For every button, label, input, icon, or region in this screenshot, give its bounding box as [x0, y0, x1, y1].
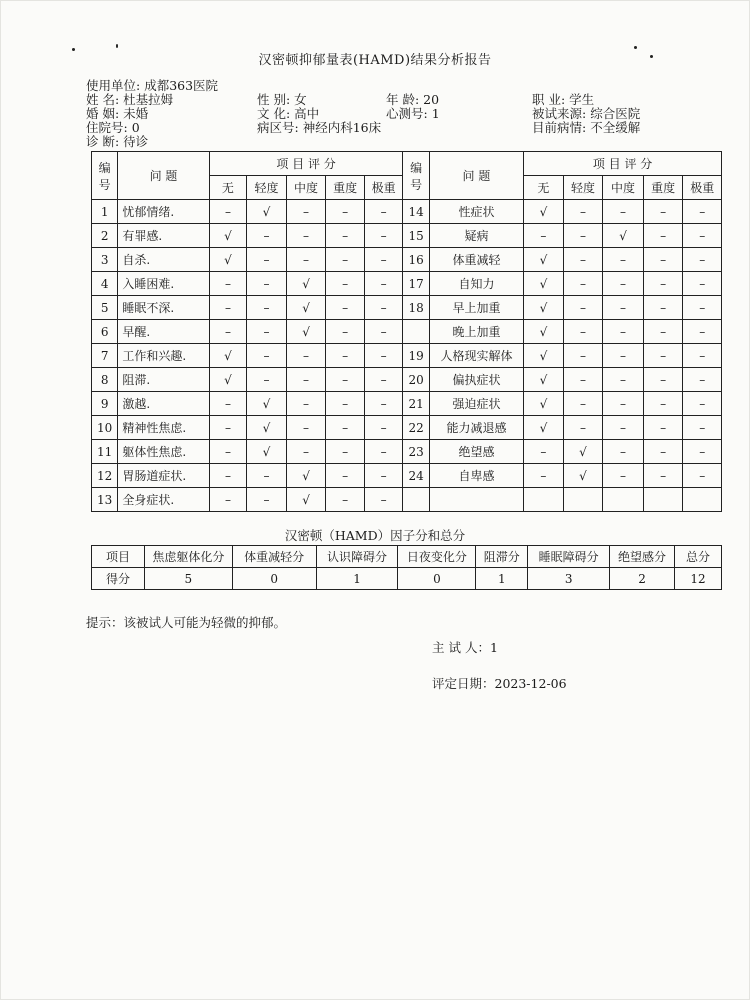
item-name: 阻滞. — [118, 368, 209, 392]
score-dash: – — [286, 224, 326, 248]
evaluation-date: 评定日期：2023-12-06 — [432, 676, 567, 691]
score-check-mark: √ — [524, 296, 564, 320]
score-dash: – — [603, 200, 644, 224]
score-dash: – — [524, 464, 564, 488]
score-dash: – — [247, 320, 287, 344]
score-dash: – — [364, 344, 403, 368]
score-dash: – — [524, 440, 564, 464]
score-dash: – — [643, 416, 683, 440]
factor-value: 0 — [232, 568, 316, 590]
factor-value: 1 — [476, 568, 528, 590]
name-label: 姓 名: — [86, 92, 120, 107]
score-dash: – — [563, 416, 603, 440]
score-dash: – — [643, 224, 683, 248]
score-dash: – — [643, 464, 683, 488]
info-col-1 — [86, 79, 218, 149]
item-name: 疑病 — [429, 224, 523, 248]
level-extreme: 极重 — [364, 176, 403, 200]
score-dash: – — [643, 200, 683, 224]
score-dash: – — [286, 248, 326, 272]
score-dash: – — [563, 272, 603, 296]
level-severe-right: 重度 — [643, 176, 683, 200]
source-value: 综合医院 — [590, 106, 641, 121]
factor-value: 2 — [610, 568, 675, 590]
item-name: 躯体性焦虑. — [118, 440, 209, 464]
score-dash: – — [247, 296, 287, 320]
ward-label: 病区号: — [257, 120, 299, 135]
score-dash: – — [683, 368, 722, 392]
score-dash: – — [209, 464, 247, 488]
score-dash: – — [364, 368, 403, 392]
score-check-mark: √ — [286, 488, 326, 512]
item-number: 2 — [92, 224, 118, 248]
score-dash: – — [643, 344, 683, 368]
score-check-mark: √ — [286, 272, 326, 296]
job-label: 职 业: — [532, 92, 566, 107]
score-dash: – — [643, 440, 683, 464]
score-dash: – — [603, 272, 644, 296]
score-dash: – — [364, 320, 403, 344]
score-dash: – — [643, 248, 683, 272]
score-dash: – — [209, 440, 247, 464]
header-number: 编 号 — [92, 152, 118, 200]
score-dash: – — [247, 248, 287, 272]
score-check-mark: √ — [247, 200, 287, 224]
factor-name: 焦虑躯体化分 — [144, 546, 232, 568]
score-dash: – — [286, 416, 326, 440]
score-dash: – — [563, 392, 603, 416]
score-dash: – — [364, 416, 403, 440]
item-name: 体重减轻 — [429, 248, 523, 272]
empty-cell — [683, 488, 722, 512]
item-name: 晚上加重 — [429, 320, 523, 344]
education-value: 高中 — [294, 106, 320, 121]
empty-cell — [429, 488, 523, 512]
score-dash: – — [209, 320, 247, 344]
score-dash: – — [683, 440, 722, 464]
gender-value: 女 — [294, 92, 307, 107]
score-dash: – — [683, 224, 722, 248]
hamd-score-table — [91, 151, 722, 512]
score-check-mark: √ — [524, 248, 564, 272]
score-check-mark: √ — [524, 416, 564, 440]
factor-value: 3 — [528, 568, 610, 590]
header-score-right: 项 目 评 分 — [524, 152, 722, 176]
item-number: 5 — [92, 296, 118, 320]
factor-score-label: 得分 — [92, 568, 145, 590]
item-name: 早醒. — [118, 320, 209, 344]
score-dash: – — [247, 272, 287, 296]
score-dash: – — [326, 416, 365, 440]
empty-cell — [524, 488, 564, 512]
level-moderate-right: 中度 — [603, 176, 644, 200]
education-label: 文 化: — [257, 106, 291, 121]
level-none-right: 无 — [524, 176, 564, 200]
score-dash: – — [326, 320, 365, 344]
score-dash: – — [563, 224, 603, 248]
score-dash: – — [563, 368, 603, 392]
item-name: 绝望感 — [429, 440, 523, 464]
info-col-4 — [532, 93, 640, 135]
table-row — [92, 344, 722, 368]
score-dash: – — [603, 296, 644, 320]
score-dash: – — [209, 296, 247, 320]
score-dash: – — [326, 440, 365, 464]
condition-value: 不全缓解 — [590, 120, 641, 135]
source-label: 被试来源: — [532, 106, 587, 121]
score-dash: – — [326, 368, 365, 392]
table-row — [92, 296, 722, 320]
score-dash: – — [643, 296, 683, 320]
item-name: 有罪感. — [118, 224, 209, 248]
score-dash: – — [643, 392, 683, 416]
item-name: 全身症状. — [118, 488, 209, 512]
item-number: 18 — [403, 296, 429, 320]
table-row — [92, 272, 722, 296]
score-dash: – — [563, 344, 603, 368]
level-extreme-right: 极重 — [683, 176, 722, 200]
factor-value: 5 — [144, 568, 232, 590]
score-check-mark: √ — [247, 416, 287, 440]
test-no-value: 1 — [431, 106, 440, 121]
item-number: 8 — [92, 368, 118, 392]
item-number: 19 — [403, 344, 429, 368]
item-number: 14 — [403, 200, 429, 224]
score-dash: – — [286, 440, 326, 464]
empty-cell — [563, 488, 603, 512]
score-dash: – — [683, 320, 722, 344]
score-check-mark: √ — [524, 368, 564, 392]
item-name: 胃肠道症状. — [118, 464, 209, 488]
result-hint: 提示：该被试人可能为轻微的抑郁。 — [86, 615, 287, 630]
score-check-mark: √ — [524, 344, 564, 368]
score-dash: – — [364, 440, 403, 464]
job-value: 学生 — [569, 92, 595, 107]
level-none: 无 — [209, 176, 247, 200]
score-dash: – — [563, 200, 603, 224]
item-number: 10 — [92, 416, 118, 440]
condition-label: 目前病情: — [532, 120, 587, 135]
score-dash: – — [364, 392, 403, 416]
item-name: 自知力 — [429, 272, 523, 296]
score-dash: – — [603, 392, 644, 416]
table-row — [92, 224, 722, 248]
item-number: 23 — [403, 440, 429, 464]
score-dash: – — [683, 248, 722, 272]
item-name: 精神性焦虑. — [118, 416, 209, 440]
unit-value: 成都363医院 — [144, 78, 219, 93]
level-mild: 轻度 — [247, 176, 287, 200]
score-dash: – — [603, 344, 644, 368]
test-no-label: 心测号: — [386, 106, 428, 121]
score-dash: – — [326, 296, 365, 320]
score-dash: – — [364, 272, 403, 296]
item-number: 21 — [403, 392, 429, 416]
marital-value: 未婚 — [123, 106, 149, 121]
score-dash: – — [603, 248, 644, 272]
item-name: 强迫症状 — [429, 392, 523, 416]
score-dash: – — [364, 200, 403, 224]
item-number: 11 — [92, 440, 118, 464]
item-number: 20 — [403, 368, 429, 392]
item-name: 自杀. — [118, 248, 209, 272]
empty-cell — [643, 488, 683, 512]
score-dash: – — [286, 392, 326, 416]
factor-name: 体重减轻分 — [232, 546, 316, 568]
score-check-mark: √ — [286, 464, 326, 488]
item-name: 忧郁情绪. — [118, 200, 209, 224]
score-dash: – — [247, 464, 287, 488]
gender-label: 性 别: — [257, 92, 291, 107]
score-dash: – — [326, 224, 365, 248]
score-check-mark: √ — [603, 224, 644, 248]
level-moderate: 中度 — [286, 176, 326, 200]
score-dash: – — [286, 200, 326, 224]
score-dash: – — [683, 416, 722, 440]
score-dash: – — [326, 248, 365, 272]
item-name: 性症状 — [429, 200, 523, 224]
score-check-mark: √ — [524, 272, 564, 296]
score-dash: – — [683, 200, 722, 224]
item-number: 12 — [92, 464, 118, 488]
score-dash: – — [603, 416, 644, 440]
table-row — [92, 200, 722, 224]
diagnosis-label: 诊 断: — [86, 134, 120, 149]
inpatient-value: 0 — [131, 120, 140, 135]
level-mild-right: 轻度 — [563, 176, 603, 200]
score-dash: – — [247, 344, 287, 368]
score-dash: – — [286, 368, 326, 392]
item-number — [403, 320, 429, 344]
score-dash: – — [326, 392, 365, 416]
score-dash: – — [683, 392, 722, 416]
item-number: 7 — [92, 344, 118, 368]
score-dash: – — [364, 464, 403, 488]
score-dash: – — [603, 440, 644, 464]
header-question: 问 题 — [118, 152, 209, 200]
inpatient-label: 住院号: — [86, 120, 128, 135]
diagnosis-value: 待诊 — [123, 134, 149, 149]
score-dash: – — [209, 488, 247, 512]
item-name: 人格现实解体 — [429, 344, 523, 368]
item-name: 早上加重 — [429, 296, 523, 320]
factor-name: 认识障碍分 — [316, 546, 398, 568]
score-dash: – — [643, 368, 683, 392]
empty-cell — [403, 488, 429, 512]
item-number: 24 — [403, 464, 429, 488]
item-number: 16 — [403, 248, 429, 272]
score-dash: – — [683, 272, 722, 296]
factor-value: 12 — [675, 568, 722, 590]
factor-score-table — [91, 545, 722, 590]
item-name: 能力减退感 — [429, 416, 523, 440]
score-dash: – — [209, 200, 247, 224]
factor-row-label: 项目 — [92, 546, 145, 568]
item-name: 偏执症状 — [429, 368, 523, 392]
score-dash: – — [683, 296, 722, 320]
header-question-right: 问 题 — [429, 152, 523, 200]
item-number: 1 — [92, 200, 118, 224]
score-check-mark: √ — [563, 440, 603, 464]
item-number: 15 — [403, 224, 429, 248]
item-name: 激越. — [118, 392, 209, 416]
score-dash: – — [603, 320, 644, 344]
table-row — [92, 248, 722, 272]
factor-name: 总分 — [675, 546, 722, 568]
score-check-mark: √ — [286, 320, 326, 344]
marital-label: 婚 姻: — [86, 106, 120, 121]
table-row — [92, 488, 722, 512]
item-number: 3 — [92, 248, 118, 272]
name-value: 杜基拉姆 — [123, 92, 174, 107]
empty-cell — [603, 488, 644, 512]
item-number: 22 — [403, 416, 429, 440]
ward-value: 神经内科16床 — [302, 120, 382, 135]
score-dash: – — [286, 344, 326, 368]
item-name: 入睡困难. — [118, 272, 209, 296]
score-dash: – — [364, 488, 403, 512]
table-row — [92, 320, 722, 344]
score-dash: – — [563, 296, 603, 320]
score-dash: – — [326, 344, 365, 368]
table-row — [92, 440, 722, 464]
table-row — [92, 392, 722, 416]
factor-name: 日夜变化分 — [398, 546, 476, 568]
score-dash: – — [247, 224, 287, 248]
info-col-3 — [386, 93, 440, 121]
table-row — [92, 464, 722, 488]
score-check-mark: √ — [247, 440, 287, 464]
score-dash: – — [683, 344, 722, 368]
score-dash: – — [683, 464, 722, 488]
item-name: 睡眠不深. — [118, 296, 209, 320]
score-dash: – — [603, 368, 644, 392]
score-check-mark: √ — [247, 392, 287, 416]
item-number: 13 — [92, 488, 118, 512]
score-check-mark: √ — [209, 248, 247, 272]
score-check-mark: √ — [524, 320, 564, 344]
score-dash: – — [326, 272, 365, 296]
score-dash: – — [563, 320, 603, 344]
score-dash: – — [524, 224, 564, 248]
score-dash: – — [209, 272, 247, 296]
score-dash: – — [563, 248, 603, 272]
table-row — [92, 416, 722, 440]
header-score: 项 目 评 分 — [209, 152, 403, 176]
age-label: 年 龄: — [386, 92, 420, 107]
score-dash: – — [364, 248, 403, 272]
score-check-mark: √ — [209, 224, 247, 248]
score-dash: – — [326, 200, 365, 224]
age-value: 20 — [423, 92, 440, 107]
score-check-mark: √ — [286, 296, 326, 320]
score-dash: – — [643, 320, 683, 344]
factor-title: 汉密顿（HAMD）因子分和总分 — [284, 528, 466, 543]
score-check-mark: √ — [524, 200, 564, 224]
score-dash: – — [247, 368, 287, 392]
report-title: 汉密顿抑郁量表(HAMD)结果分析报告 — [258, 53, 492, 68]
score-dash: – — [326, 488, 365, 512]
score-check-mark: √ — [209, 368, 247, 392]
score-dash: – — [209, 416, 247, 440]
score-dash: – — [209, 392, 247, 416]
info-col-2 — [257, 93, 381, 135]
factor-value: 1 — [316, 568, 398, 590]
factor-name: 阻滞分 — [476, 546, 528, 568]
score-dash: – — [643, 272, 683, 296]
item-number: 6 — [92, 320, 118, 344]
score-dash: – — [603, 464, 644, 488]
factor-value: 0 — [398, 568, 476, 590]
score-check-mark: √ — [563, 464, 603, 488]
score-dash: – — [247, 488, 287, 512]
header-number-right: 编 号 — [403, 152, 429, 200]
score-dash: – — [326, 464, 365, 488]
factor-name: 绝望感分 — [610, 546, 675, 568]
unit-label: 使用单位: — [86, 78, 141, 93]
score-dash: – — [364, 224, 403, 248]
item-number: 9 — [92, 392, 118, 416]
scan-speck — [116, 44, 118, 48]
factor-name: 睡眠障碍分 — [528, 546, 610, 568]
examiner: 主 试 人：1 — [432, 640, 498, 655]
item-number: 4 — [92, 272, 118, 296]
table-row — [92, 368, 722, 392]
item-name: 自卑感 — [429, 464, 523, 488]
level-severe: 重度 — [326, 176, 365, 200]
item-number: 17 — [403, 272, 429, 296]
score-check-mark: √ — [209, 344, 247, 368]
item-name: 工作和兴趣. — [118, 344, 209, 368]
score-dash: – — [364, 296, 403, 320]
score-check-mark: √ — [524, 392, 564, 416]
